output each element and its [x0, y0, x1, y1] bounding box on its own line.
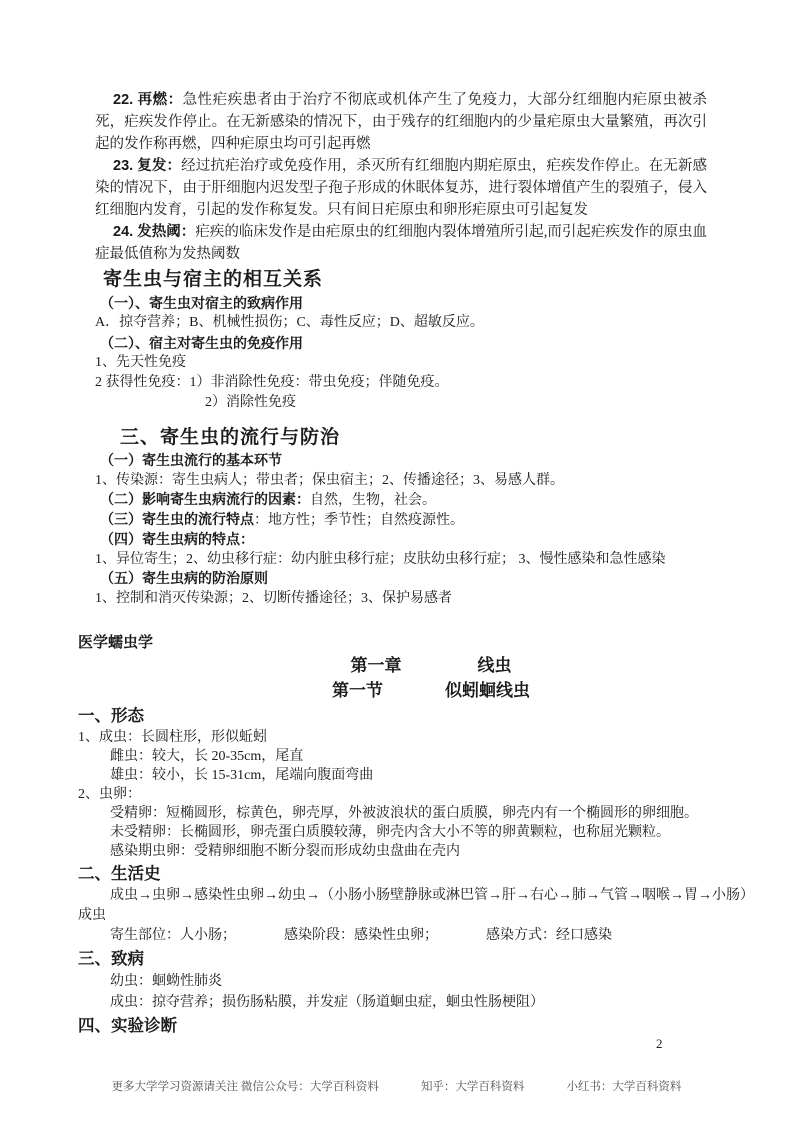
acquired-immunity-line: 2 获得性免疫：1）非消除性免疫：带虫免疫；伴随免疫。 — [95, 375, 449, 390]
definition-24-body: 疟疾的临床发作是由疟原虫的红细胞内裂体增殖所引起,而引起疟疾发作的原虫血症最低值称为发热阈数 — [95, 224, 708, 262]
definition-24 — [95, 221, 707, 265]
epidemic-item-2-heading — [100, 490, 707, 510]
section-name: 似蚓蛔线虫 — [445, 681, 530, 700]
epidemic-item-3-heading — [100, 510, 707, 530]
epidemic-title: 三、寄生虫的流行与防治 — [120, 427, 341, 448]
pathogenic-effect-heading: （一）、寄生虫对宿主的致病作用 — [100, 295, 303, 311]
footer-wechat: 更多大学学习资源请关注 微信公众号：大学百科资料 — [111, 1081, 379, 1093]
page-footer — [0, 1078, 793, 1094]
sterilizing-immunity-line: 2）消除性免疫 — [205, 395, 296, 410]
diagnosis-title: 四、实验诊断 — [78, 1017, 177, 1035]
morphology-title: 一、形态 — [78, 707, 144, 725]
definition-23-term: 23. 复发： — [113, 158, 182, 174]
pathogenic-effect-items: A．掠夺营养；B、机械性损伤；C、毒性反应；D、超敏反应。 — [95, 315, 484, 330]
epidemic-item-4-body: 1、异位寄生；2、幼虫移行症：幼内脏虫移行症；皮肤幼虫移行症； 3、慢性感染和急性感染 — [95, 552, 666, 567]
morphology-adult-line: 1、成虫：长圆柱形，形似蚯蚓 — [78, 730, 267, 745]
definition-23 — [95, 155, 707, 221]
footer-zhihu: 知乎：大学百科资料 — [420, 1081, 525, 1093]
morphology-fertilized-egg-line: 受精卵：短椭圆形，棕黄色，卵壳厚，外被波浪状的蛋白质膜，卵壳内有一个椭圆形的卵细胞。 — [110, 806, 698, 821]
innate-immunity-line: 1、先天性免疫 — [95, 355, 186, 370]
definition-24-term: 24. 发热阈： — [113, 224, 196, 240]
morphology-egg-line: 2、虫卵： — [78, 787, 141, 802]
morphology-infective-egg-line: 感染期虫卵：受精卵细胞不断分裂而形成幼虫盘曲在壳内 — [110, 844, 460, 859]
lifecycle-flow-tail: 成虫 — [78, 908, 106, 923]
immunity-heading: （二）、宿主对寄生虫的免疫作用 — [100, 335, 303, 351]
infective-stage: 感染阶段：感染性虫卵； — [284, 928, 438, 943]
definition-23-body: 经过抗疟治疗或免疫作用，杀灭所有红细胞内期疟原虫，疟疾发作停止。在无新感染的情况下，由于肝细胞内迟发型子孢子形成的休眠体复苏，进行裂体增值产生的裂殖子，侵入红细胞内发育，引起的发作称复发。只有间日疟原虫和卵形疟原虫可引起复发 — [95, 158, 708, 218]
pathogenesis-title: 三、致病 — [78, 950, 144, 968]
lifecycle-title: 二、生活史 — [78, 865, 161, 883]
epidemic-item-5-head-text: （五）寄生虫病的防治原则 — [100, 570, 268, 586]
infection-mode: 感染方式：经口感染 — [486, 928, 612, 943]
morphology-unfertilized-egg-line: 未受精卵：长椭圆形，卵壳蛋白质膜较薄，卵壳内含大小不等的卵黄颗粒，也称屈光颗粒。 — [110, 825, 670, 840]
pathogenesis-larva-line: 幼虫：蛔蚴性肺炎 — [110, 974, 222, 989]
upper-content — [95, 89, 707, 608]
chapter-label: 第一章 — [350, 656, 402, 675]
footer-xiaohongshu: 小红书：大学百科资料 — [566, 1081, 682, 1093]
section-heading — [78, 678, 760, 703]
epidemic-item-4-heading — [100, 530, 707, 550]
epidemic-item-1-body: 1、传染源：寄生虫病人；带虫者；保虫宿主；2、传播途径；3、易感人群。 — [95, 473, 564, 488]
lifecycle-info — [110, 926, 760, 946]
helminthology-title: 医学蠕虫学 — [78, 634, 154, 651]
page-number: 2 — [656, 1036, 663, 1051]
epidemic-item-5-heading — [100, 569, 707, 589]
morphology-male-line: 雄虫：较小，长 15-31cm，尾端向腹面弯曲 — [110, 768, 374, 783]
chapter-heading — [78, 653, 760, 678]
epidemic-item-1-head-text: （一）寄生虫流行的基本环节 — [100, 452, 282, 468]
epidemic-item-1-heading — [100, 451, 707, 471]
epidemic-item-2-head-text: （二）影响寄生虫病流行的因素： — [100, 491, 310, 507]
chapter-name: 线虫 — [477, 656, 512, 675]
definition-22-term: 22. 再燃： — [113, 92, 183, 108]
helminthology-content — [78, 632, 760, 1038]
epidemic-item-3-inline: ：地方性；季节性；自然疫源性。 — [254, 513, 464, 528]
epidemic-item-4-head-text: （四）寄生虫病的特点： — [100, 531, 254, 547]
epidemic-item-2-inline: 自然，生物，社会。 — [310, 493, 436, 508]
parasitic-site: 寄生部位：人小肠； — [110, 928, 236, 943]
morphology-female-line: 雌虫：较大，长 20-35cm，尾直 — [110, 749, 304, 764]
definition-22 — [95, 89, 707, 155]
pathogenesis-adult-line: 成虫：掠夺营养；损伤肠粘膜，并发症（肠道蛔虫症，蛔虫性肠梗阻） — [110, 995, 544, 1010]
epidemic-item-3-head-text: （三）寄生虫的流行特点 — [100, 511, 254, 527]
lifecycle-flow: 成虫→虫卵→感染性虫卵→幼虫→（小肠小肠壁静脉或淋巴管→肝→右心→肺→气管→咽喉→胃→小肠） — [110, 888, 754, 903]
section-label: 第一节 — [332, 681, 383, 700]
definition-22-body: 急性疟疾患者由于治疗不彻底或机体产生了免疫力，大部分红细胞内疟原虫被杀死，疟疾发作停止。在无新感染的情况下，由于残存的红细胞内的少量疟原虫大量繁殖，再次引起的发作称再燃，四种疟原虫均可引起再燃 — [95, 92, 708, 152]
host-relation-title: 寄生虫与宿主的相互关系 — [103, 269, 324, 290]
epidemic-item-5-body: 1、控制和消灭传染源；2、切断传播途径；3、保护易感者 — [95, 591, 452, 606]
